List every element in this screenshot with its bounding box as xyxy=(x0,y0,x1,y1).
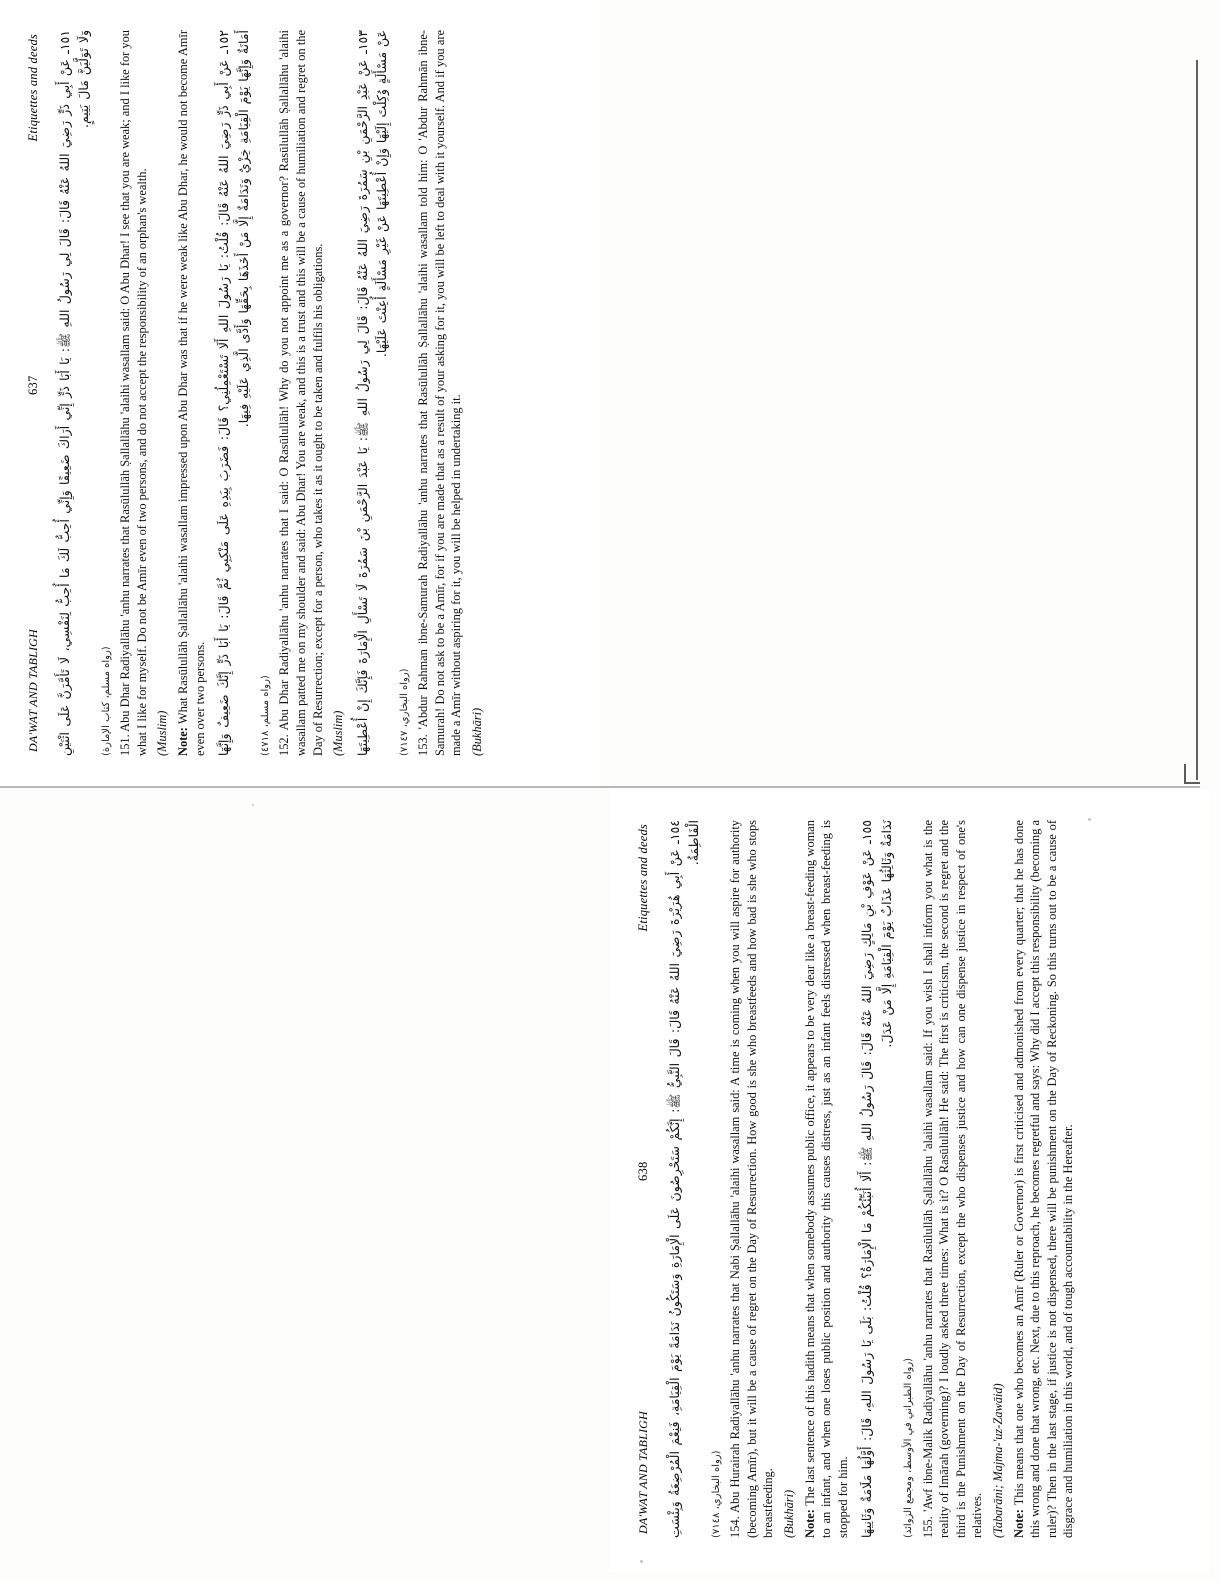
hadith-source-151: (Muslim) xyxy=(155,710,170,756)
hadith-english-155: 155. 'Awf ibne-Malik Radiyallāhu 'anhu narrates that Rasūlullāh Ṣallallāhu 'alaihi wasallam said: If you wish I shall inform you what is the reality of Imārah (governing)? I loudly asked three times: What is it? O Rasūlullāh! He said: The first is criticism, the second is regret and the third is the Punishment on the Day of Resurrection, except the who dispenses justice and how can one dispense justice in respect of one's relatives. xyxy=(920,820,985,1538)
hadith-source-153: (Bukhāri) xyxy=(469,707,484,756)
hadith-arabic-151: ١٥١ـ عَنْ أَبِي ذَرٍّ رَضِيَ اللهُ عَنْهُ قَالَ: قَالَ لِي رَسُولُ اللهِ ﷺ: يَا أَبَا ذَرٍّ إِنِّي أَرَاكَ ضَعِيفًا وَإِنِّي أُحِبُّ لَكَ مَا أُحِبُّ لِنَفْسِي، لَا تَأَمَّرَنَّ عَلَى اثْنَيْنِ وَلَا تَوَلَّيَنَّ مَالَ يَتِيمٍ. xyxy=(57,30,92,756)
hadith-english-154: 154. Abu Hurairah Radiyallāhu 'anhu narrates that Nabi Ṣallallāhu 'alaihi wasallam said: A time is coming when you will aspire for authority (becoming Amīr), but it will be a cause of regret on the Day of Resurrection. How good is she who breastfeeds and how bad is she who stops breastfeeding. xyxy=(728,820,776,1538)
note-text-155: This means that one who becomes an Amīr (Ruler or Governor) is first criticised and admonished from every quarter; that he has done this wrong and done that wrong, etc. Next, due to this reproach, he becomes regretful and says: Why did I accept this responsibility (becoming a ruler)? Then in the last stage, if justice is not dispensed, there will be punishment on the Day of Reckoning. So this turns out to be a cause of disgrace and humiliation in this world, and of tough accountability in the Hereafter. xyxy=(1011,820,1076,1538)
page-fold-line xyxy=(0,786,1200,788)
page-body-638 xyxy=(665,820,1077,1538)
hadith-arabic-155: ١٥٥ـ عَنْ عَوْفِ بْنِ مَالِكٍ رَضِيَ اللهُ عَنْهُ قَالَ: قَالَ رَسُولُ اللهِ ﷺ: أَلَا أُنَبِّئُكُمْ مَا الْإِمَارَةُ؟ قُلْتُ: بَلَى يَا رَسُولَ اللهِ، قَالَ: أَوَّلُهَا مَلَامَةٌ وَثَانِيهَا نَدَامَةٌ وَثَالِثُهَا عَذَابٌ يَوْمَ الْقِيَامَةِ إِلَّا مَنْ عَدَلَ. xyxy=(859,820,894,1538)
hadith-english-152: 152. Abu Dhar Radiyallāhu 'anhu narrates that I said: O Rasūlullāh! Why do you not appoint me as a governor? Rasūlullāh Ṣallallāhu 'alaihi wasallam patted me on my shoulder and said: Abu Dhar! You are weak, and this is a trust and this will be a cause of humiliation and regret on the Day of Resurrection; except for a person, who takes it as it ought to be taken and fulfils his obligations. xyxy=(277,30,325,756)
header-book-title-2: DA'WAT AND TABLIGH xyxy=(636,1411,650,1534)
scan-speckle xyxy=(252,804,254,806)
header-section-title-2: Etiquettes and deeds xyxy=(636,824,650,932)
hadith-arabic-153: ١٥٣ـ عَنْ عَبْدِ الرَّحْمَنِ بْنِ سَمُرَةَ رَضِيَ اللهُ عَنْهُ قَالَ: قَالَ لِي رَسُولُ اللهِ ﷺ: يَا عَبْدَ الرَّحْمَنِ بْنَ سَمُرَةَ لَا تَسْأَلِ الْإِمَارَةَ فَإِنَّكَ إِنْ أُعْطِيتَهَا عَنْ مَسْأَلَةٍ وُكِلْتَ إِلَيْهَا وَإِنْ أُعْطِيتَهَا عَنْ غَيْرِ مَسْأَلَةٍ أُعِنْتَ عَلَيْهَا. xyxy=(354,30,390,756)
page-number-2: 638 xyxy=(636,1161,650,1181)
header-section-title: Etiquettes and deeds xyxy=(26,34,40,142)
hadith-arabic-ref-154: (رواه البخاري، ٧١٤٨) xyxy=(710,1450,722,1538)
scan-speckle xyxy=(640,1560,643,1563)
scan-corner-mark xyxy=(1184,764,1200,784)
scan-speckle xyxy=(1088,818,1091,821)
page-number: 637 xyxy=(26,375,40,395)
running-head-638 xyxy=(636,820,651,1538)
note-label-155: Note: xyxy=(1011,1509,1026,1538)
hadith-english-153: 153. 'Abdur Rahman ibne-Samurah Radiyallāhu 'anhu narrates that Rasūlullāh Ṣallallāhu 'alaihi wasallam told him: O 'Abdur Rahmān ibne-Samurah! Do not ask to be a Amīr, for if you are made that as a result of your asking for it, you will be left to deal with it yourself. And if you are made a Amīr without aspiring for it, you will be helped in undertaking it. xyxy=(415,30,464,756)
page-panel-637 xyxy=(0,0,610,800)
hadith-english-151: 151. Abu Dhar Radiyallāhu 'anhu narrates that Rasūlullāh Ṣallallāhu 'alaihi wasallam said: O Abu Dhar! I see that you are weak; and I like for you what I like for myself. Do not be Amīr even of two persons, and do not accept the responsibility of an orphan's wealth. xyxy=(118,30,149,756)
note-text-154: The last sentence of this hadith means that when somebody assumes public office, it appears to be very dear like a breast-feeding woman to an infant, and when one loses public position and authority this causes distress, just as an infant feels distressed when breast-feeding is stopped for him. xyxy=(802,819,850,1538)
note-label-151: Note: xyxy=(175,727,190,756)
note-text-151: What Rasūlullāh Ṣallallāhu 'alaihi wasallam impressed upon Abu Dhar was that if he were weak like Abu Dhar, he would not become Amīr even over two persons. xyxy=(175,30,207,756)
hadith-arabic-ref-152: (رواه مسلم، ٤٧١٨) xyxy=(259,675,271,756)
hadith-arabic-ref-153: (رواه البخاري، ٧١٤٧) xyxy=(398,668,410,756)
scan-edge-right xyxy=(1196,60,1198,780)
book-page-637 xyxy=(0,0,600,790)
header-book-title: DA'WAT AND TABLIGH xyxy=(26,629,40,752)
hadith-arabic-ref-151: (رواه مسلم، كتاب الإمارة) xyxy=(100,646,112,756)
hadith-arabic-ref-155: (رواه الطبراني في الأوسط، ومجمع الزوائد) xyxy=(903,1357,915,1538)
hadith-source-155: (Tabarāni; Majma-'uz-Zawāid) xyxy=(990,1383,1005,1538)
running-head-637 xyxy=(26,30,41,756)
hadith-arabic-154: ١٥٤ـ عَنْ أَبِي هُرَيْرَةَ رَضِيَ اللهُ عَنْهُ قَالَ: قَالَ النَّبِيُّ ﷺ: إِنَّكُمْ سَتَحْرِصُونَ عَلَى الْإِمَارَةِ وَسَتَكُونُ نَدَامَةً يَوْمَ الْقِيَامَةِ، فَنِعْمَ الْمُرْضِعَةُ وَبِئْسَتِ الْفَاطِمَةُ. xyxy=(667,820,702,1538)
page-panel-638 xyxy=(610,790,1220,1582)
hadith-source-154: (Bukhāri) xyxy=(781,1489,796,1538)
book-page-638 xyxy=(610,790,1210,1572)
note-label-154: Note: xyxy=(802,1509,817,1538)
page-body-637 xyxy=(55,30,485,756)
hadith-arabic-152: ١٥٢ـ عَنْ أَبِي ذَرٍّ رَضِيَ اللهُ عَنْهُ قَالَ: قُلْتُ: يَا رَسُولَ اللهِ أَلَا تَسْتَعْمِلُنِي؟ قَالَ: فَضَرَبَ بِيَدِهِ عَلَى مَنْكِبِي ثُمَّ قَالَ: يَا أَبَا ذَرٍّ إِنَّكَ ضَعِيفٌ وَإِنَّهَا أَمَانَةٌ وَإِنَّهَا يَوْمَ الْقِيَامَةِ خِزْيٌ وَنَدَامَةٌ إِلَّا مَنْ أَخَذَهَا بِحَقِّهَا وَأَدَّى الَّذِي عَلَيْهِ فِيهَا. xyxy=(216,30,251,756)
hadith-source-152: (Muslim) xyxy=(331,710,346,756)
